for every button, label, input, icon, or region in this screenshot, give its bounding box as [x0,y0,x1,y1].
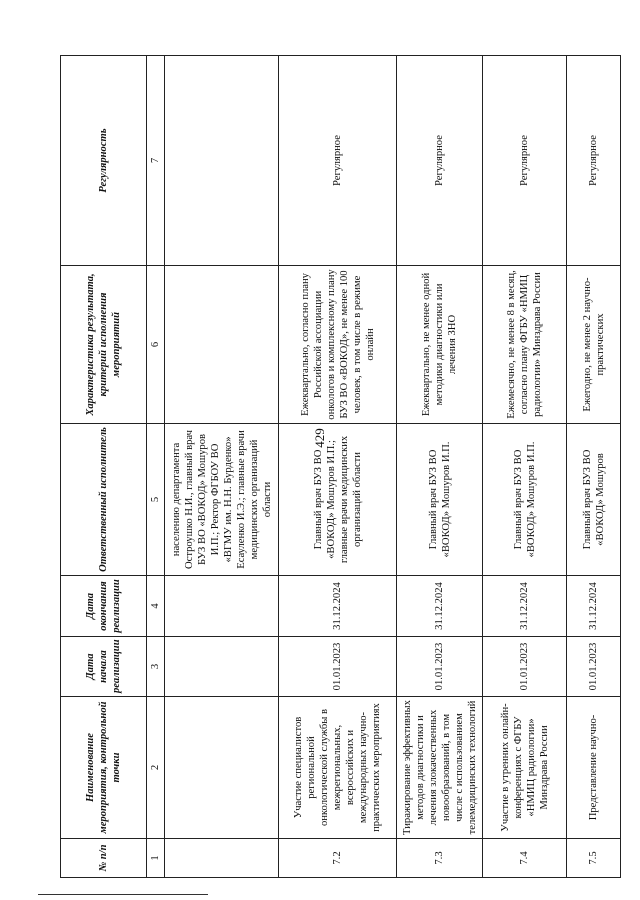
header-cell-responsible: Ответственный исполнитель [61,424,147,576]
start-date-cell: 01.01.2023 [279,637,397,697]
column-number: 5 [147,424,165,576]
result-cell: Ежеквартально, не менее одной методики диагностики или лечения ЗНО [397,266,483,424]
end-date-cell: 31.12.2024 [567,576,621,637]
responsible-cell: Главный врач БУЗ ВО «ВОКОД» Мошуров И.П.; главные врачи медицинских организаций области [279,424,397,576]
header-cell-num: № п/п [61,839,147,878]
header-cell-start: Дата начала реализации [61,637,147,697]
regularity-cell: Регулярное [483,56,567,266]
start-date-cell: 01.01.2023 [483,637,567,697]
table-row [397,56,483,878]
empty-cell [165,839,279,878]
column-number: 1 [147,839,165,878]
column-number: 7 [147,56,165,266]
row-number-cell: 7.5 [567,839,621,878]
empty-cell [165,56,279,266]
row-number-cell: 7.4 [483,839,567,878]
empty-cell [165,576,279,637]
empty-cell [165,637,279,697]
empty-cell [165,697,279,839]
header-cell-regularity: Регулярность [61,56,147,266]
result-cell: Ежегодно, не менее 2 научно-практических [567,266,621,424]
header-cell-end: Дата окончания реализации [61,576,147,637]
column-number: 6 [147,266,165,424]
column-number-row [147,56,165,878]
header-row [61,56,147,878]
footnote-divider [38,894,208,895]
responsible-cell: Главный врач БУЗ ВО «ВОКОД» Мошуров И.П. [397,424,483,576]
row-number-cell: 7.3 [397,839,483,878]
regularity-cell: Регулярное [567,56,621,266]
page-number: 429 [312,428,327,448]
regularity-cell: Регулярное [279,56,397,266]
continuation-responsible-cell: населению департамента Остроушко Н.И., главный врач БУЗ ВО «ВОКОД» Мошуров И.П.; Ректор ФГБОУ ВО «ВГМУ им. Н.Н. Бурденко» Есауленко И.Э.; главные врачи медицинских организаций области [165,424,279,576]
table-row [279,56,397,878]
column-number: 3 [147,637,165,697]
activity-name-cell: Участие в утренних онлайн-конференциях с ФГБУ «НМИЦ радиологии» Минздрава России [483,697,567,839]
activities-table [60,55,621,878]
continuation-row [165,56,279,878]
responsible-cell: Главный врач БУЗ ВО «ВОКОД» Мошуров И.П. [483,424,567,576]
activity-name-cell: Участие специалистов региональной онкологической службы в межрегиональных, всероссийских и международных научно-практических мероприятиях [279,697,397,839]
responsible-cell: Главный врач БУЗ ВО «ВОКОД» Мошуров [567,424,621,576]
regularity-cell: Регулярное [397,56,483,266]
activity-name-cell: Представление научно- [567,697,621,839]
start-date-cell: 01.01.2023 [397,637,483,697]
document-page-rotated [60,56,616,878]
result-cell: Ежемесячно, не менее 8 в месяц, согласно плану ФГБУ «НМИЦ радиологии» Минздрава России [483,266,567,424]
end-date-cell: 31.12.2024 [483,576,567,637]
table-row [483,56,567,878]
activity-name-cell: Тиражирование эффективных методов диагностики и лечения злокачественных новообразований, в том числе с использованием телемедицинских технологий [397,697,483,839]
column-number: 4 [147,576,165,637]
result-cell: Ежеквартально, согласно плану Российской ассоциации онкологов и комплексному плану БУЗ ВО «ВОКОД», не менее 100 человек, в том числе в режиме онлайн [279,266,397,424]
table-row [567,56,621,878]
header-cell-result: Характеристика результата, критерий исполнения мероприятий [61,266,147,424]
header-cell-name: Наименование мероприятия, контрольной точки [61,697,147,839]
empty-cell [165,266,279,424]
column-number: 2 [147,697,165,839]
start-date-cell: 01.01.2023 [567,637,621,697]
end-date-cell: 31.12.2024 [279,576,397,637]
row-number-cell: 7.2 [279,839,397,878]
end-date-cell: 31.12.2024 [397,576,483,637]
